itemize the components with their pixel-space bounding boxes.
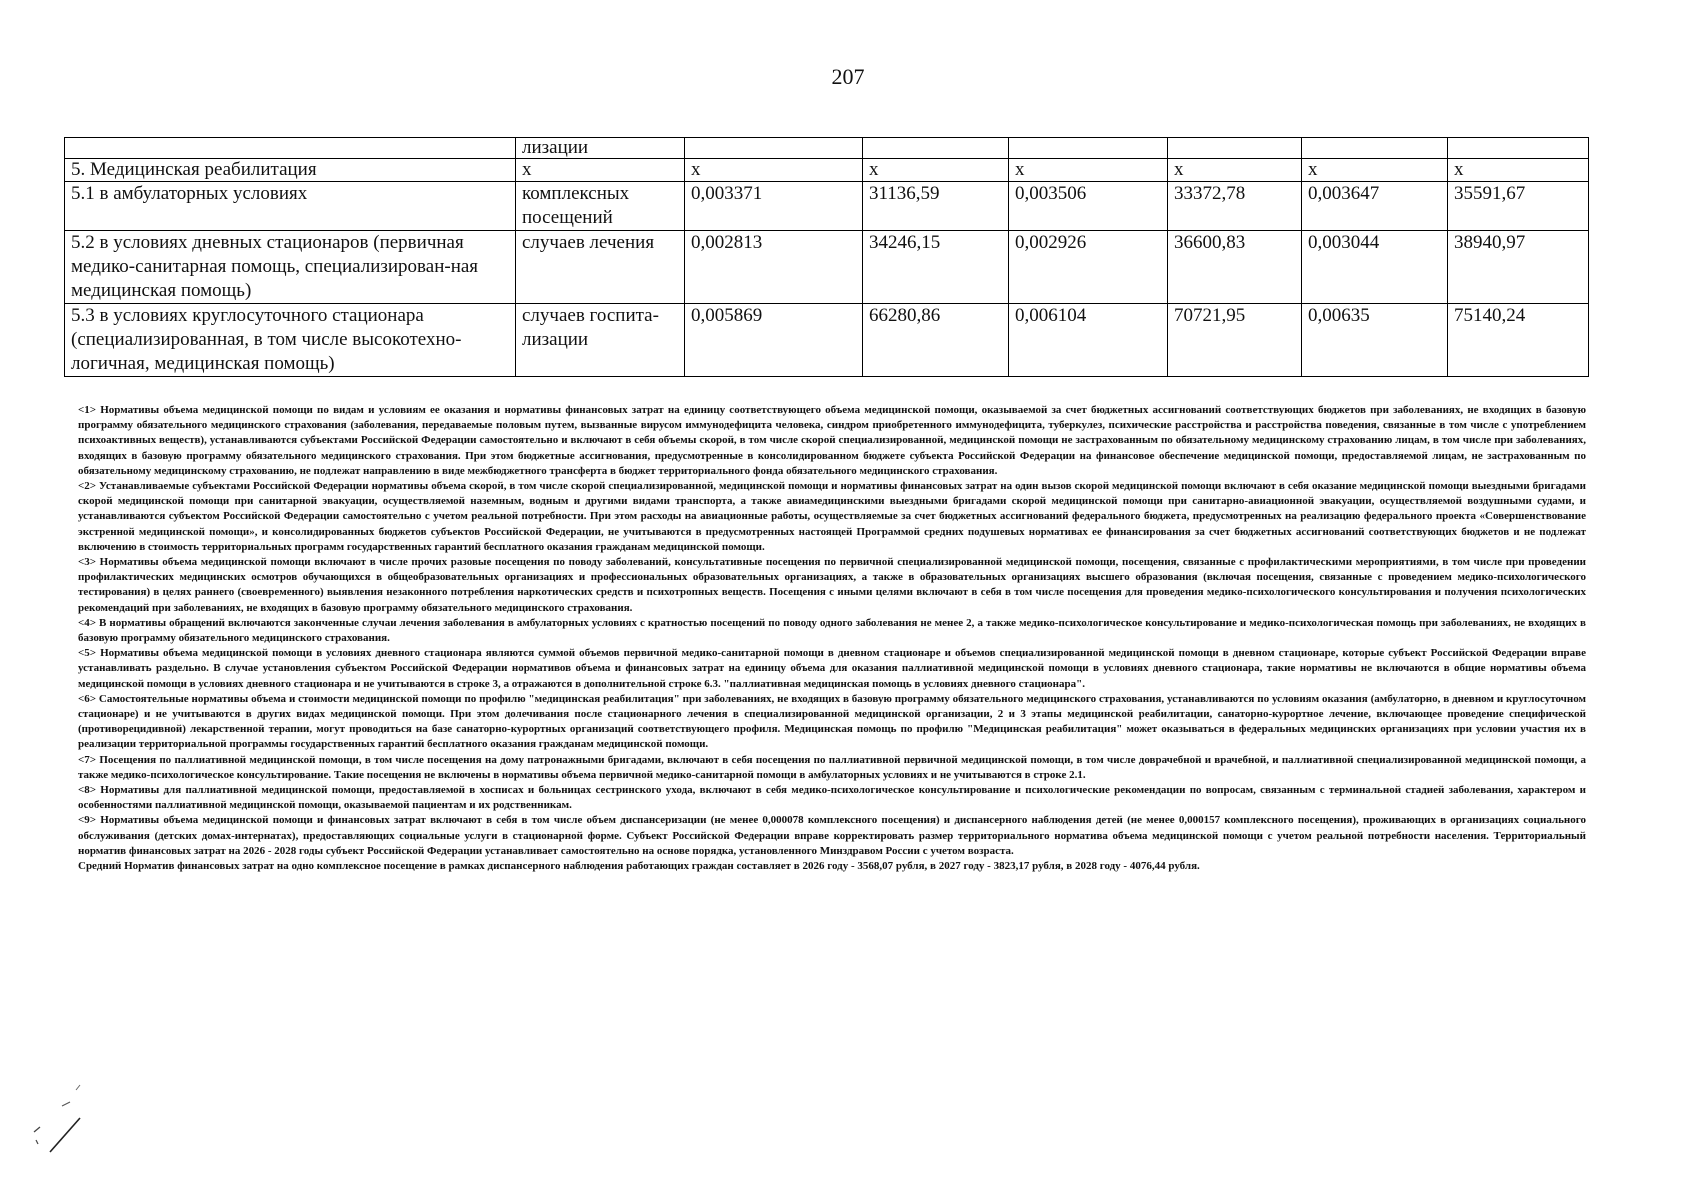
- value-cell: х: [1168, 159, 1302, 182]
- value-cell: 0,002813: [685, 231, 863, 304]
- value-cell: х: [1009, 159, 1168, 182]
- unit-cell: случаев госпита-лизации: [516, 304, 685, 377]
- table-row: [65, 159, 1589, 182]
- value-cell: 0,003371: [685, 182, 863, 231]
- value-cell: 34246,15: [863, 231, 1009, 304]
- footnote-4: <4> В нормативы обращений включаются законченные случаи лечения заболевания в амбулаторных условиях с кратностью посещений по поводу одного заболевания не менее 2, а также медико-психологическое консультирование и медико-психологическая помощь при заболеваниях, не входящих в базовую программу обязательного медицинского страхования.: [78, 616, 1586, 645]
- value-cell: [863, 138, 1009, 159]
- row-name-cell: 5.1 в амбулаторных условиях: [65, 182, 516, 231]
- scan-mark: [76, 1085, 80, 1090]
- value-cell: х: [685, 159, 863, 182]
- value-cell: 38940,97: [1448, 231, 1589, 304]
- footnote-9: <9> Нормативы объема медицинской помощи и финансовых затрат включают в себя в том числе объем диспансеризации (не менее 0,000078 комплексного посещения) и диспансерного наблюдения детей (не менее 0,000157 комплексного посещения), проживающих в организациях социального обслуживания (детских домах-интернатах), предоставляющих социальные услуги в стационарной форме. Субъект Российской Федерации вправе корректировать размер территориального норматива объема медицинской помощи с учетом реальной потребности населения. Территориальный норматив финансовых затрат на 2026 - 2028 годы субъект Российской Федерации устанавливает самостоятельно на основе порядка, установленного Минздравом России с учетом возраста.: [78, 814, 1586, 857]
- norms-table: [64, 137, 1589, 377]
- table-row: [65, 304, 1589, 377]
- value-cell: х: [863, 159, 1009, 182]
- value-cell: [685, 138, 863, 159]
- row-name-cell: 5.2 в условиях дневных стационаров (первичная медико-санитарная помощь, специализирован-ная медицинская помощь): [65, 231, 516, 304]
- value-cell: 70721,95: [1168, 304, 1302, 377]
- value-cell: х: [1448, 159, 1589, 182]
- footnote-3: <3> Нормативы объема медицинской помощи включают в числе прочих разовые посещения по поводу заболеваний, консультативные посещения по первичной специализированной медицинской помощи, посещения, связанные с профилактическими мероприятиями, в том числе при проведении профилактических медицинских осмотров обучающихся в общеобразовательных организациях и профессиональных образовательных организациях, а также в образовательных организациях высшего образования (включая посещения, связанные с проведением медико-психологического тестирования) в целях раннего (своевременного) выявления незаконного потребления наркотических средств и психотропных веществ. Посещения с иными целями включают в себя в том числе посещения для проведения медико-психологического консультирования и получения психологических рекомендаций при заболеваниях, не входящих в базовую программу обязательного медицинского страхования.: [78, 556, 1586, 614]
- scan-marks: [28, 1080, 88, 1160]
- value-cell: 66280,86: [863, 304, 1009, 377]
- unit-cell: х: [516, 159, 685, 182]
- value-cell: [1448, 138, 1589, 159]
- unit-cell: комплексных посещений: [516, 182, 685, 231]
- footnote-7: <7> Посещения по паллиативной медицинской помощи, в том числе посещения на дому патронажными бригадами, включают в себя посещения по паллиативной первичной медицинской помощи, в том числе доврачебной и врачебной, и паллиативной специализированной медицинской помощи, а также медико-психологическое консультирование. Такие посещения не включены в нормативы объема первичной медико-санитарной помощи в амбулаторных условиях и не учитываются в строке 2.1.: [78, 753, 1586, 781]
- value-cell: [1302, 138, 1448, 159]
- value-cell: х: [1302, 159, 1448, 182]
- page-number: 207: [831, 64, 865, 89]
- table-row: [65, 138, 1589, 159]
- value-cell: 0,006104: [1009, 304, 1168, 377]
- row-name-cell: 5.3 в условиях круглосуточного стационара (специализированная, в том числе высокотехно-логичная, медицинская помощь): [65, 304, 516, 377]
- value-cell: [1168, 138, 1302, 159]
- footnotes: [78, 403, 1586, 874]
- footnote-5: <5> Нормативы объема медицинской помощи в условиях дневного стационара являются суммой объемов первичной медико-санитарной помощи в дневном стационаре и объемов специализированной медицинской помощи в дневном стационаре, которые субъект Российской Федерации вправе устанавливать раздельно. В случае установления субъектом Российской Федерации нормативов объема и финансовых затрат на единицу объема для оказания паллиативной медицинской помощи в условиях дневного стационара, такие нормативы не включаются в общие нормативы объема медицинской помощи в условиях дневного стационара и не учитываются в строке 3, а отражаются в дополнительной строке 6.3. "паллиативная медицинская помощь в условиях дневного стационара".: [78, 647, 1586, 690]
- row-name-cell: [65, 138, 516, 159]
- average-cost-note: Средний Норматив финансовых затрат на одно комплексное посещение в рамках диспансерного наблюдения работающих граждан составляет в 2026 году - 3568,07 рубля, в 2027 году - 3823,17 рубля, в 2028 году - 4076,44 рубля.: [78, 860, 1200, 873]
- table-row: [65, 182, 1589, 231]
- footnote-6: <6> Самостоятельные нормативы объема и стоимости медицинской помощи по профилю "медицинская реабилитация" при заболеваниях, не входящих в базовую программу обязательного медицинского страхования, устанавливаются по условиям оказания (амбулаторно, в дневном и круглосуточном стационаре) и не учитываются в других видах медицинской помощи. При этом долечивания после стационарного лечения в специализированной медицинской организации, 2 и 3 этапы медицинской реабилитации, санаторно-курортное лечение, включающее проведение специфической (противорецидивной) лекарственной терапии, могут проводиться на базе санаторно-курортных организаций соответствующего профиля. Медицинская помощь по профилю "Медицинская реабилитация" может оказываться в федеральных медицинских организациях при условии участия их в реализации территориальной программы государственных гарантий бесплатного оказания гражданам медицинской помощи.: [78, 692, 1586, 751]
- value-cell: 0,003044: [1302, 231, 1448, 304]
- table-row: [65, 231, 1589, 304]
- unit-cell: случаев лечения: [516, 231, 685, 304]
- value-cell: 0,003506: [1009, 182, 1168, 231]
- scan-mark: [36, 1140, 38, 1144]
- footnote-8: <8> Нормативы для паллиативной медицинской помощи, предоставляемой в хосписах и больницах сестринского ухода, включают в себя медико-психологическое консультирование и психологические рекомендации по вопросам, связанным с терминальной стадией заболевания, характером и особенностями паллиативной медицинской помощи, оказываемой пациентам и их родственникам.: [78, 784, 1586, 812]
- value-cell: 35591,67: [1448, 182, 1589, 231]
- value-cell: 0,00635: [1302, 304, 1448, 377]
- value-cell: 0,002926: [1009, 231, 1168, 304]
- value-cell: 31136,59: [863, 182, 1009, 231]
- row-name-cell: 5. Медицинская реабилитация: [65, 159, 516, 182]
- footnote-2: <2> Устанавливаемые субъектами Российской Федерации нормативы объема скорой, в том числе скорой специализированной, медицинской помощи и нормативы финансовых затрат на один вызов скорой медицинской помощи включают в себя оказание медицинской помощи выездными бригадами скорой медицинской помощи при санитарной эвакуации, осуществляемой наземным, водным и другими видами транспорта, а также авиамедицинскими выездными бригадами скорой медицинской помощи при санитарно-авиационной эвакуации, осуществляемой воздушными судами, и устанавливаются субъектом Российской Федерации самостоятельно с учетом реальной потребности. При этом расходы на авиационные работы, осуществляемые за счет бюджетных ассигнований федерального бюджета, предусмотренных на реализацию федерального проекта «Совершенствование экстренной медицинской помощи», и консолидированных бюджетов субъектов Российской Федерации, не учитываются в предусмотренных настоящей Программой средних подушевых нормативах ее финансирования за счет бюджетных ассигнований соответствующих бюджетов и не подлежат включению в стоимость территориальных программ государственных гарантий бесплатного оказания гражданам медицинской помощи.: [78, 480, 1586, 553]
- value-cell: [1009, 138, 1168, 159]
- scan-mark: [34, 1127, 40, 1132]
- scan-mark: [50, 1118, 80, 1152]
- value-cell: 0,003647: [1302, 182, 1448, 231]
- value-cell: 0,005869: [685, 304, 863, 377]
- unit-cell: лизации: [516, 138, 685, 159]
- footnote-1: <1> Нормативы объема медицинской помощи по видам и условиям ее оказания и нормативы финансовых затрат на единицу соответствующего объема медицинской помощи, оказываемой за счет бюджетных ассигнований соответствующих бюджетов при заболеваниях, не входящих в базовую программу обязательного медицинского страхования (заболевания, передаваемые половым путем, вызванные вирусом иммунодефицита человека, синдром приобретенного иммунодефицита, туберкулез, психические расстройства и расстройства поведения, связанные в том числе с употреблением психоактивных веществ), устанавливаются субъектами Российской Федерации самостоятельно и включают в себя объемы скорой, в том числе скорой специализированной, медицинской помощи не застрахованным по обязательному медицинскому страхованию лицам, в том числе при заболеваниях, входящих в базовую программу обязательного медицинского страхования. При этом бюджетные ассигнования, предусмотренные в консолидированном бюджете субъекта Российской Федерации на финансовое обеспечение медицинской помощи, предоставляемой лицам, не застрахованным по обязательному медицинскому страхованию, не подлежат направлению в виде межбюджетного трансферта в бюджет территориального фонда обязательного медицинского страхования.: [78, 404, 1586, 477]
- value-cell: 75140,24: [1448, 304, 1589, 377]
- value-cell: 33372,78: [1168, 182, 1302, 231]
- value-cell: 36600,83: [1168, 231, 1302, 304]
- scan-mark: [62, 1102, 70, 1106]
